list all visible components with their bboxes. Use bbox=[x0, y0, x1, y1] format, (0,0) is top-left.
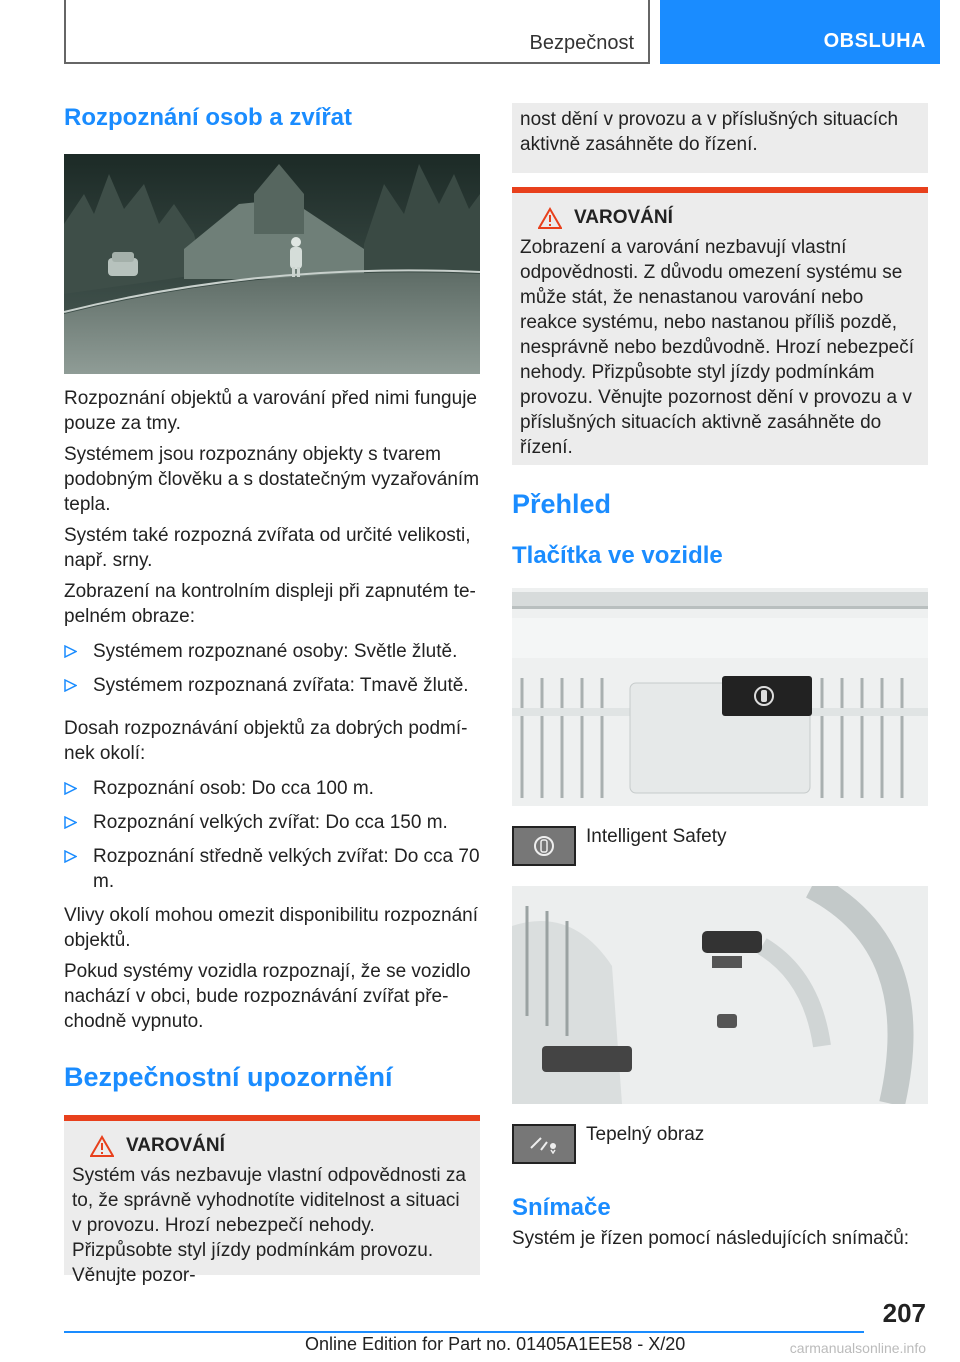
paragraph: Dosah rozpoznávání objektů za dobrých podmínek okolí: bbox=[64, 718, 468, 764]
range-list bbox=[64, 776, 480, 894]
thermal-image-label: Tepelný obraz bbox=[586, 1124, 705, 1145]
intelligent-safety-icon bbox=[534, 835, 554, 857]
thermal-image-button[interactable] bbox=[512, 1124, 576, 1164]
triangle-bullet-icon bbox=[64, 645, 77, 658]
triangle-bullet-icon bbox=[64, 782, 77, 795]
list-item: Rozpoznání velkých zvířat: Do cca 150 m. bbox=[64, 810, 480, 835]
list-item: Rozpoznání středně velkých zvířat: Do cca 70 m. bbox=[64, 844, 480, 894]
paragraph: Rozpoznání objektů a varování před nimi funguje pouze za tmy. bbox=[64, 388, 477, 434]
dashboard-buttons-image bbox=[512, 588, 928, 806]
list-item: Systémem rozpoznané osoby: Světle žlutě. bbox=[64, 639, 480, 664]
night-vision-image bbox=[64, 154, 480, 374]
paragraph: Systémem jsou rozpoznány objekty s tvarem podobným člověku a s dostatečným vyzařováním tepla. bbox=[64, 444, 480, 515]
subheading-sensors: Snímače bbox=[512, 1194, 611, 1221]
intelligent-safety-button[interactable] bbox=[512, 826, 576, 866]
section-heading-safety: Bezpečnostní upozornění bbox=[64, 1062, 393, 1092]
subheading-buttons: Tlačítka ve vozidle bbox=[512, 542, 723, 569]
intelligent-safety-label: Intelligent Safety bbox=[586, 826, 727, 847]
section-heading-overview: Přehled bbox=[512, 489, 612, 519]
paragraph: Zobrazení na kontrolním displeji při zapnutém tepelném obraze: bbox=[64, 581, 476, 627]
section-heading-recognition: Rozpoznání osob a zvířat bbox=[64, 104, 353, 131]
header-section-box bbox=[64, 0, 650, 64]
warning-box bbox=[64, 1115, 480, 1286]
left-column bbox=[64, 100, 480, 1286]
warning-title: VAROVÁNÍ bbox=[126, 1135, 225, 1156]
triangle-bullet-icon bbox=[64, 850, 77, 863]
display-list bbox=[64, 639, 480, 698]
warning-text: Systém vás nezbavuje vlastní odpovědnosti za to, že správně vyhodnotíte viditelnost a situaci v provozu. Hrozí nebezpečí nehody. Přizpůsobte styl jízdy podmínkám provozu. Věnujte pozor- bbox=[72, 1165, 466, 1286]
right-column bbox=[512, 103, 928, 1251]
warning-text-cont: nost dění v provozu a v příslušných situacích aktivně zasáhněte do řízení. bbox=[520, 109, 899, 155]
button-row-intelligent-safety bbox=[512, 826, 928, 866]
list-item: Systémem rozpoznaná zvířata: Tmavě žlutě. bbox=[64, 673, 480, 698]
header-chapter-label: OBSLUHA bbox=[823, 30, 926, 52]
warning-text: Zobrazení a varování nezbavují vlastní odpovědnosti. Z důvodu omezení systému se může stát, že nenastanou varování nebo reakce systému, nebo nastanou příliš pozdě, nesprávně nebo bezdůvodně. Hrozí nebezpečí nehody. Přizpůsobte styl jízdy podmínkám provozu. Věnujte pozornost dění v provozu a v příslušných situacích aktivně zasáhněte do řízení. bbox=[520, 237, 914, 458]
triangle-bullet-icon bbox=[64, 679, 77, 692]
paragraph: Pokud systémy vozidla rozpoznají, že se vozidlo nachází v obci, bude rozpoznávání zvířat přechodně vypnuto. bbox=[64, 961, 471, 1032]
triangle-bullet-icon bbox=[64, 816, 77, 829]
warning-box-2 bbox=[512, 187, 928, 465]
warning-title: VAROVÁNÍ bbox=[574, 207, 673, 228]
paragraph: Systém také rozpozná zvířata od určité velikosti, např. srny. bbox=[64, 525, 471, 571]
thermal-image-icon bbox=[529, 1134, 559, 1154]
header-section-title: Bezpečnost bbox=[529, 32, 634, 54]
warning-triangle-icon bbox=[90, 1135, 114, 1157]
warning-triangle-icon bbox=[538, 207, 562, 229]
edition-line: Online Edition for Part no. 01405A1EE58 - X/20 bbox=[305, 1334, 686, 1354]
header-chapter-tab[interactable] bbox=[660, 0, 940, 64]
list-item: Rozpoznání osob: Do cca 100 m. bbox=[64, 776, 480, 801]
button-row-thermal-image bbox=[512, 1124, 928, 1164]
watermark: carmanualsonline.info bbox=[789, 1340, 926, 1356]
footer-divider bbox=[64, 1331, 864, 1333]
page-number: 207 bbox=[882, 1298, 926, 1328]
paragraph: Vlivy okolí mohou omezit disponibilitu rozpoznání objektů. bbox=[64, 905, 478, 951]
warning-continuation bbox=[512, 103, 928, 173]
steering-area-image bbox=[512, 886, 928, 1104]
sensors-text: Systém je řízen pomocí následujících snímačů: bbox=[512, 1228, 910, 1249]
